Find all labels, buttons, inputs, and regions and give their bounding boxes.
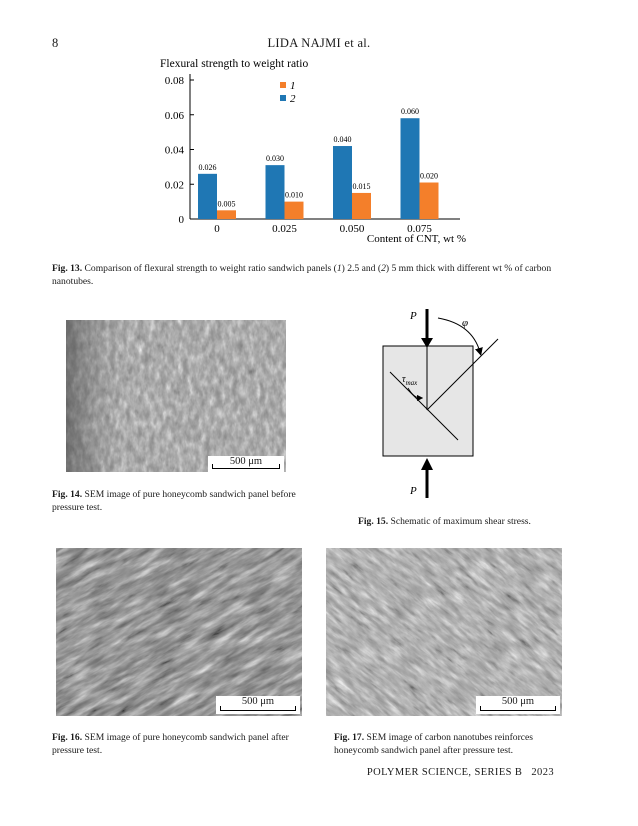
fig15-shear-schematic — [380, 304, 520, 504]
bar-s2-3 — [401, 118, 420, 219]
fig13-label: Fig. 13. — [52, 263, 83, 274]
bar-s1-2 — [352, 193, 371, 219]
fig15-caption — [358, 515, 588, 528]
journal-year: 2023 — [531, 767, 554, 778]
legend-swatch-2 — [280, 95, 286, 101]
journal-footer — [367, 767, 554, 778]
x-tick-label-2: 0.050 — [339, 223, 365, 235]
fig16-sem-image — [56, 548, 302, 716]
fig17-scale-bar — [476, 696, 560, 714]
fig14-caption — [52, 488, 302, 514]
fig15-text: Schematic of maximum shear stress. — [388, 516, 531, 527]
running-title: LIDA NAJMI et al. — [267, 36, 371, 50]
fig16-text: SEM image of pure honeycomb sandwich panel after pressure test. — [52, 732, 289, 756]
bar-s2-0 — [198, 174, 217, 219]
legend-label-1: 1 — [290, 80, 296, 92]
bar-s2-1 — [266, 165, 285, 219]
fig14-scale-line — [212, 464, 280, 469]
bar-label-s1-1: 0.010 — [285, 190, 303, 200]
legend-label-2: 2 — [290, 93, 296, 105]
bar-label-s1-3: 0.020 — [420, 171, 438, 181]
fig16-label: Fig. 16. — [52, 732, 83, 743]
y-tick-label-4: 0.08 — [164, 75, 184, 87]
bar-label-s2-3: 0.060 — [401, 107, 419, 117]
fig17-sem-texture — [326, 548, 562, 716]
x-tick-label-0: 0 — [214, 223, 220, 235]
x-axis-label: Content of CNT, wt % — [366, 233, 466, 245]
fig17-scale-label: 500 μm — [501, 696, 535, 707]
load-label-top: P — [410, 310, 417, 322]
angle-phi-label: φ — [462, 317, 469, 329]
fig17-label: Fig. 17. — [334, 732, 365, 743]
fig14-scale-label: 500 μm — [229, 456, 263, 467]
y-tick-label-2: 0.04 — [164, 144, 184, 157]
fig14-sem-image — [66, 320, 286, 472]
fig13-caption — [52, 262, 582, 288]
bar-label-s2-2: 0.040 — [333, 135, 352, 145]
fig17-caption — [334, 731, 574, 757]
fig14-sem-texture — [66, 320, 286, 472]
bar-label-s2-1: 0.030 — [266, 154, 284, 164]
bar-s1-3 — [420, 183, 439, 219]
bar-label-s1-2: 0.015 — [352, 181, 371, 191]
legend-swatch-1 — [280, 82, 286, 88]
journal-name: POLYMER SCIENCE, SERIES B — [366, 767, 523, 778]
specimen-block — [383, 346, 473, 456]
bar-s1-1 — [285, 202, 304, 219]
chart-title: Flexural strength to weight ratio — [160, 58, 309, 70]
bar-label-s2-0: 0.026 — [198, 162, 217, 172]
fig16-scale-line — [220, 706, 296, 711]
fig17-sem-image — [326, 548, 562, 716]
fig16-scale-bar — [216, 696, 300, 714]
page-number: 8 — [52, 36, 59, 50]
y-tick-label-0: 0 — [178, 214, 184, 226]
fig13-series2-ref: 2 — [381, 263, 386, 274]
flexural-strength-chart — [130, 52, 470, 252]
bar-s2-2 — [333, 146, 352, 219]
fig14-label: Fig. 14. — [52, 489, 83, 500]
load-label-bottom: P — [410, 485, 417, 497]
fig16-sem-texture — [56, 548, 302, 716]
fig16-caption — [52, 731, 302, 757]
tau-symbol: τ — [402, 374, 406, 385]
bar-s1-0 — [217, 210, 236, 219]
fig17-text: SEM image of carbon nanotubes reinforces honeycomb sandwich panel after pressure test. — [334, 732, 534, 756]
fig14-text: SEM image of pure honeycomb sandwich panel before pressure test. — [52, 489, 296, 513]
fig17-scale-line — [480, 706, 556, 711]
y-tick-label-1: 0.02 — [164, 179, 184, 192]
chart-plot-area — [165, 74, 460, 235]
fig14-scale-bar — [208, 456, 284, 472]
x-tick-label-3: 0.075 — [407, 223, 432, 235]
load-arrow-bottom-head — [421, 458, 433, 470]
fig15-label: Fig. 15. — [358, 516, 389, 527]
fig13-text-b: ) 2.5 and ( — [341, 263, 382, 274]
fig13-text-a: Comparison of flexural strength to weight ratio sandwich panels ( — [82, 263, 337, 274]
y-tick-label-3: 0.06 — [164, 109, 184, 122]
fig16-scale-label: 500 μm — [241, 696, 275, 707]
fig13-series1-ref: 1 — [336, 263, 342, 274]
fig13-text-c: ) 5 mm thick with different wt % of carbon nanotubes. — [52, 263, 552, 287]
x-tick-label-1: 0.025 — [272, 223, 297, 235]
bar-label-s1-0: 0.005 — [217, 199, 236, 209]
tau-subscript: max — [405, 379, 418, 387]
